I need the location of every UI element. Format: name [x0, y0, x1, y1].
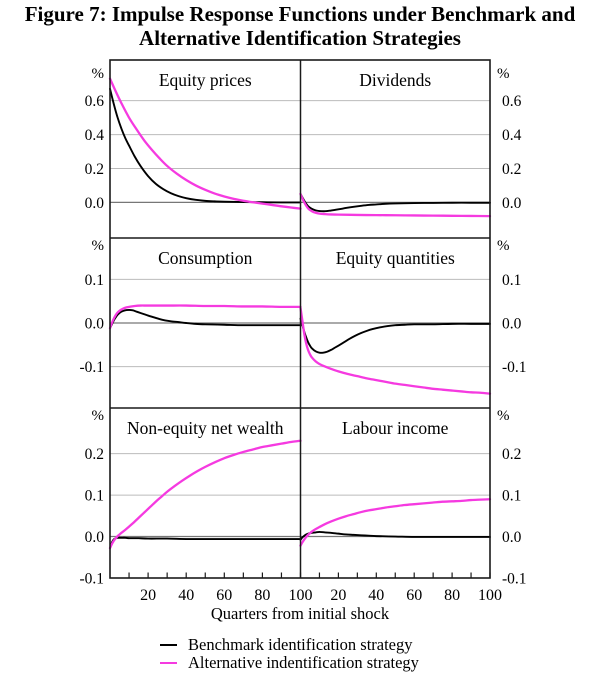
y-tick-label-left: 0.4 — [84, 127, 104, 145]
panel-title: Consumption — [158, 248, 253, 268]
y-tick-label-right: 0.4 — [502, 127, 522, 145]
panel-title: Dividends — [359, 70, 432, 90]
y-tick-label-right: -0.1 — [502, 570, 527, 588]
x-tick-label: 40 — [368, 587, 385, 604]
y-tick-label-left: 0.0 — [84, 315, 104, 333]
y-tick-label-right: -0.1 — [502, 359, 527, 377]
alternative-series-line — [301, 499, 491, 545]
x-tick-label: 100 — [288, 587, 313, 604]
alternative-line-swatch — [160, 662, 177, 665]
panel-title: Equity prices — [158, 70, 252, 90]
y-tick-label-right: 0.0 — [502, 315, 522, 333]
legend-label-benchmark: Benchmark identification strategy — [188, 635, 413, 654]
percent-unit-label-right: % — [497, 66, 510, 82]
x-tick-label: 80 — [254, 587, 271, 604]
percent-unit-label-left: % — [91, 238, 104, 254]
x-tick-label: 60 — [216, 587, 233, 604]
y-tick-label-left: 0.1 — [84, 487, 104, 505]
x-tick-label: 60 — [406, 587, 423, 604]
alternative-series-line — [301, 194, 491, 216]
legend-label-alternative: Alternative indentification strategy — [188, 653, 419, 672]
y-tick-label-left: 0.0 — [84, 194, 104, 212]
panel-title: Non-equity net wealth — [127, 418, 284, 438]
y-tick-label-right: 0.1 — [502, 271, 522, 289]
alternative-series-line — [110, 79, 301, 209]
y-tick-label-left: 0.2 — [84, 160, 104, 178]
percent-unit-label-right: % — [497, 408, 510, 424]
y-tick-label-left: 0.2 — [84, 446, 104, 464]
legend-item-alternative — [160, 654, 419, 672]
x-tick-label: 40 — [178, 587, 195, 604]
x-tick-label: 20 — [140, 587, 157, 604]
y-tick-label-right: 0.0 — [502, 194, 522, 212]
y-tick-label-right: 0.1 — [502, 487, 522, 505]
y-tick-label-left: 0.6 — [84, 93, 104, 111]
benchmark-line-swatch — [160, 644, 177, 647]
x-tick-label: 80 — [444, 587, 461, 604]
y-tick-label-right: 0.6 — [502, 93, 522, 111]
figure-title-line1: Figure 7: Impulse Response Functions under Benchmark and — [24, 2, 576, 26]
y-tick-label-right: 0.2 — [502, 446, 522, 464]
figure-title-line2: Alternative Identification Strategies — [139, 26, 461, 50]
y-tick-label-right: 0.0 — [502, 529, 522, 547]
benchmark-series-line — [110, 538, 301, 548]
y-tick-label-right: 0.2 — [502, 160, 522, 178]
y-tick-label-left: -0.1 — [79, 570, 104, 588]
legend-item-benchmark — [160, 636, 419, 654]
percent-unit-label-left: % — [91, 408, 104, 424]
benchmark-series-line — [110, 89, 301, 203]
legend — [160, 636, 419, 672]
panel-title: Labour income — [342, 418, 449, 438]
x-tick-label: 100 — [478, 587, 502, 604]
y-tick-label-left: 0.1 — [84, 271, 104, 289]
x-axis-label: Quarters from initial shock — [210, 604, 390, 623]
alternative-series-line — [110, 441, 301, 548]
y-tick-label-left: -0.1 — [79, 359, 104, 377]
x-tick-label: 20 — [330, 587, 347, 604]
percent-unit-label-left: % — [91, 66, 104, 82]
benchmark-series-line — [110, 310, 301, 328]
percent-unit-label-right: % — [497, 238, 510, 254]
panel-title: Equity quantities — [335, 248, 455, 268]
benchmark-series-line — [301, 319, 491, 353]
y-tick-label-left: 0.0 — [84, 529, 104, 547]
